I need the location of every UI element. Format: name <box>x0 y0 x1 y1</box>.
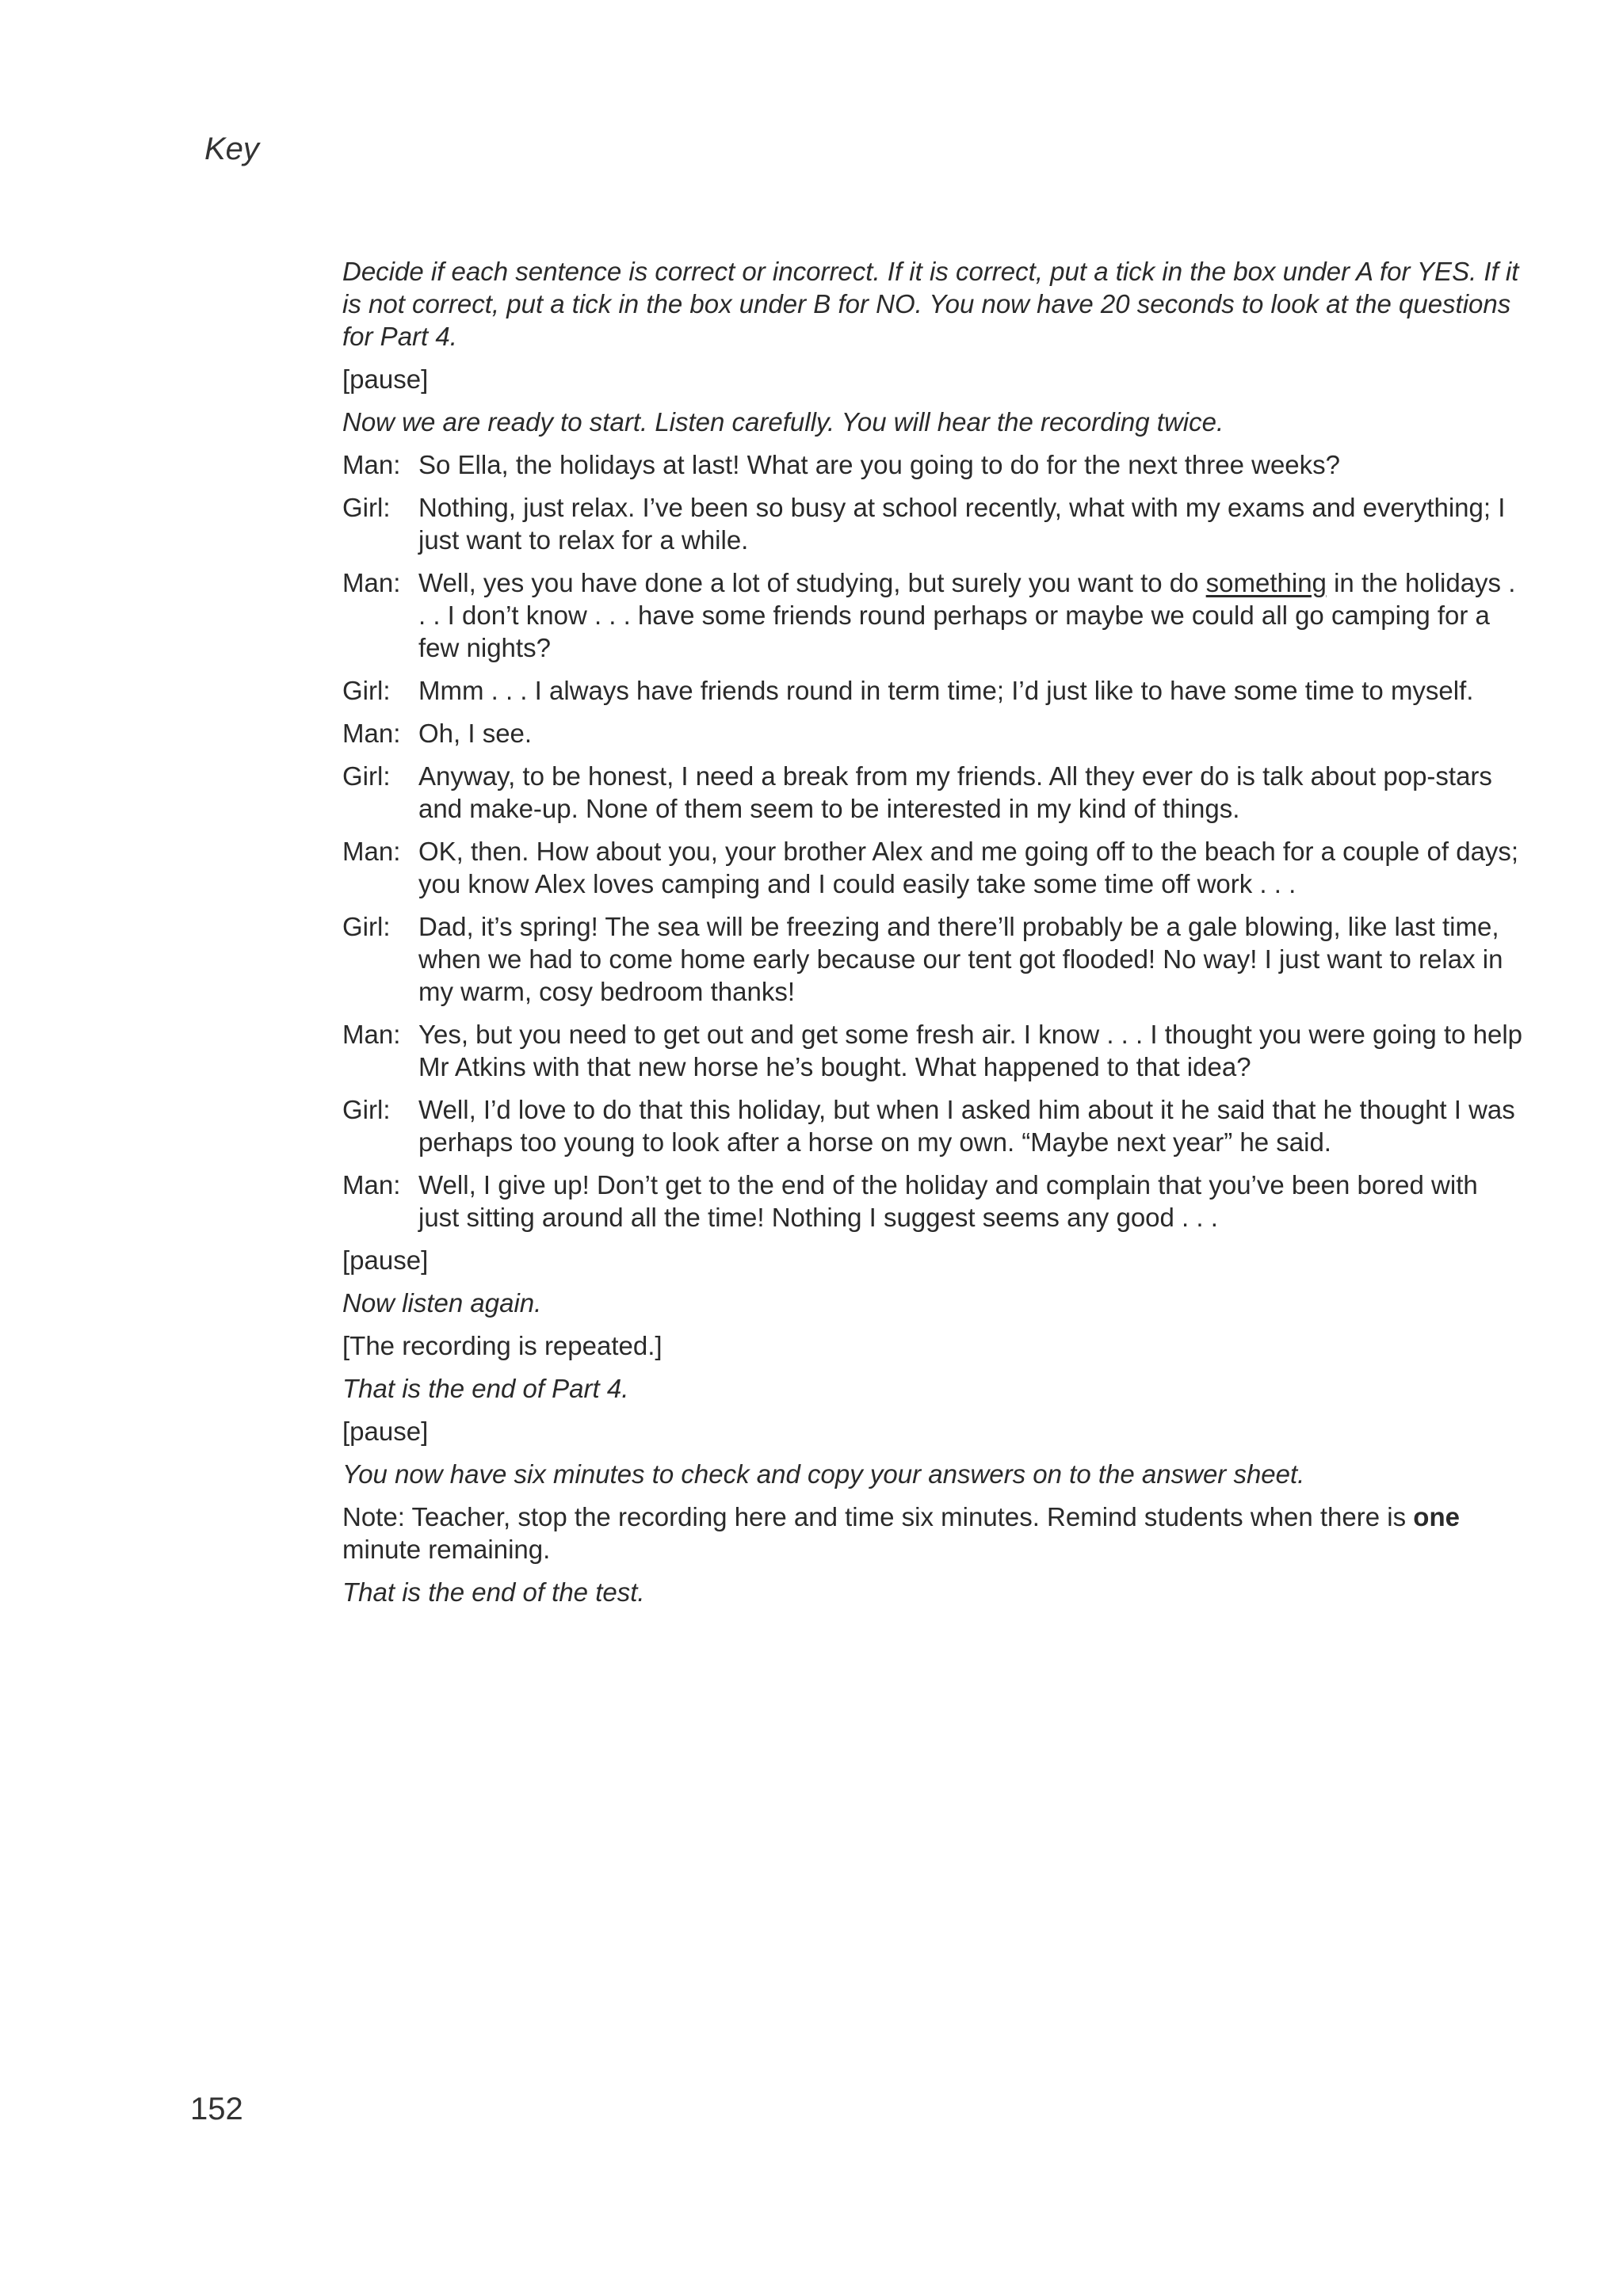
instructions-text: Decide if each sentence is correct or incorrect. If it is correct, put a tick in the box under A for YES. If it is not correct, put a tick in the box under B for NO. You now have 20 seconds to look at the questions for Part 4. <box>342 257 1519 351</box>
speech-text: OK, then. How about you, your brother Alex and me going off to the beach for a couple of days; you know Alex loves camping and I could easily take some time off work . . . <box>418 837 1519 898</box>
speech-text: So Ella, the holidays at last! What are you going to do for the next three weeks? <box>418 450 1341 479</box>
teacher-note <box>342 1501 1523 1566</box>
speaker-label: Girl: <box>342 676 391 705</box>
dialogue-turn <box>342 1093 1523 1158</box>
teacher-note-part: minute remaining. <box>342 1535 551 1564</box>
dialogue-turn <box>342 717 1523 749</box>
dialogue-turn <box>342 835 1523 900</box>
dialogue-turn <box>342 491 1523 556</box>
speaker-label: Man: <box>342 837 401 866</box>
dialogue-turn <box>342 910 1523 1008</box>
speech-text-part: in the holidays . . . I don’t know . . . have some friends round perhaps or maybe we could all go camping for a few nights? <box>418 568 1516 662</box>
speaker-label: Man: <box>342 568 401 597</box>
dialogue-turn <box>342 674 1523 707</box>
speaker-label: Girl: <box>342 761 391 791</box>
check-answers-text: You now have six minutes to check and copy your answers on to the answer sheet. <box>342 1459 1305 1489</box>
speech-text: Anyway, to be honest, I need a break from my friends. All they ever do is talk about pop-stars and make-up. None of them seem to be interested in my kind of things. <box>418 761 1492 823</box>
speech-text: Mmm . . . I always have friends round in term time; I’d just like to have some time to myself. <box>418 676 1474 705</box>
speech-text-part: Well, yes you have done a lot of studying, but surely you want to do <box>418 568 1206 597</box>
speaker-label: Man: <box>342 1020 401 1049</box>
dialogue-turn <box>342 1169 1523 1234</box>
transcript-content <box>342 255 1523 1619</box>
repeated-marker: [The recording is repeated.] <box>342 1331 663 1360</box>
speaker-label: Girl: <box>342 1095 391 1124</box>
dialogue-turn <box>342 1018 1523 1083</box>
speaker-label: Man: <box>342 719 401 748</box>
end-of-part-text: That is the end of Part 4. <box>342 1374 629 1403</box>
speech-text: Well, I give up! Don’t get to the end of the holiday and complain that you’ve been bored with just sitting around all the time! Nothing I suggest seems any good . . . <box>418 1170 1478 1232</box>
speaker-label: Girl: <box>342 912 391 941</box>
page-header-key: Key <box>204 132 259 166</box>
pause-marker: [pause] <box>342 1417 429 1446</box>
speaker-label: Man: <box>342 450 401 479</box>
ready-text: Now we are ready to start. Listen carefully. You will hear the recording twice. <box>342 407 1224 437</box>
speech-text: Nothing, just relax. I’ve been so busy at school recently, what with my exams and everything; I just want to relax for a while. <box>418 493 1506 555</box>
end-of-test-text: That is the end of the test. <box>342 1577 645 1607</box>
teacher-note-bold: one <box>1413 1502 1460 1531</box>
underlined-word: something <box>1205 568 1327 597</box>
speaker-label: Man: <box>342 1170 401 1199</box>
dialogue-turn <box>342 760 1523 825</box>
pause-marker: [pause] <box>342 364 429 394</box>
listen-again-text: Now listen again. <box>342 1288 542 1318</box>
speech-text <box>418 566 1523 664</box>
teacher-note-part: Note: Teacher, stop the recording here and time six minutes. Remind students when there is <box>342 1502 1414 1531</box>
speech-text: Dad, it’s spring! The sea will be freezing and there’ll probably be a gale blowing, like last time, when we had to come home early because our tent got flooded! No way! I just want to relax in my warm, cosy bedroom thanks! <box>418 912 1503 1006</box>
pause-marker: [pause] <box>342 1245 429 1275</box>
dialogue-turn <box>342 566 1523 664</box>
speech-text: Oh, I see. <box>418 719 533 748</box>
speaker-label: Girl: <box>342 493 391 522</box>
page-number: 152 <box>190 2092 243 2126</box>
speech-text: Well, I’d love to do that this holiday, but when I asked him about it he said that he thought I was perhaps too young to look after a horse on my own. “Maybe next year” he said. <box>418 1095 1515 1157</box>
speech-text: Yes, but you need to get out and get some fresh air. I know . . . I thought you were going to help Mr Atkins with that new horse he’s bought. What happened to that idea? <box>418 1020 1523 1081</box>
dialogue-turn <box>342 448 1523 481</box>
